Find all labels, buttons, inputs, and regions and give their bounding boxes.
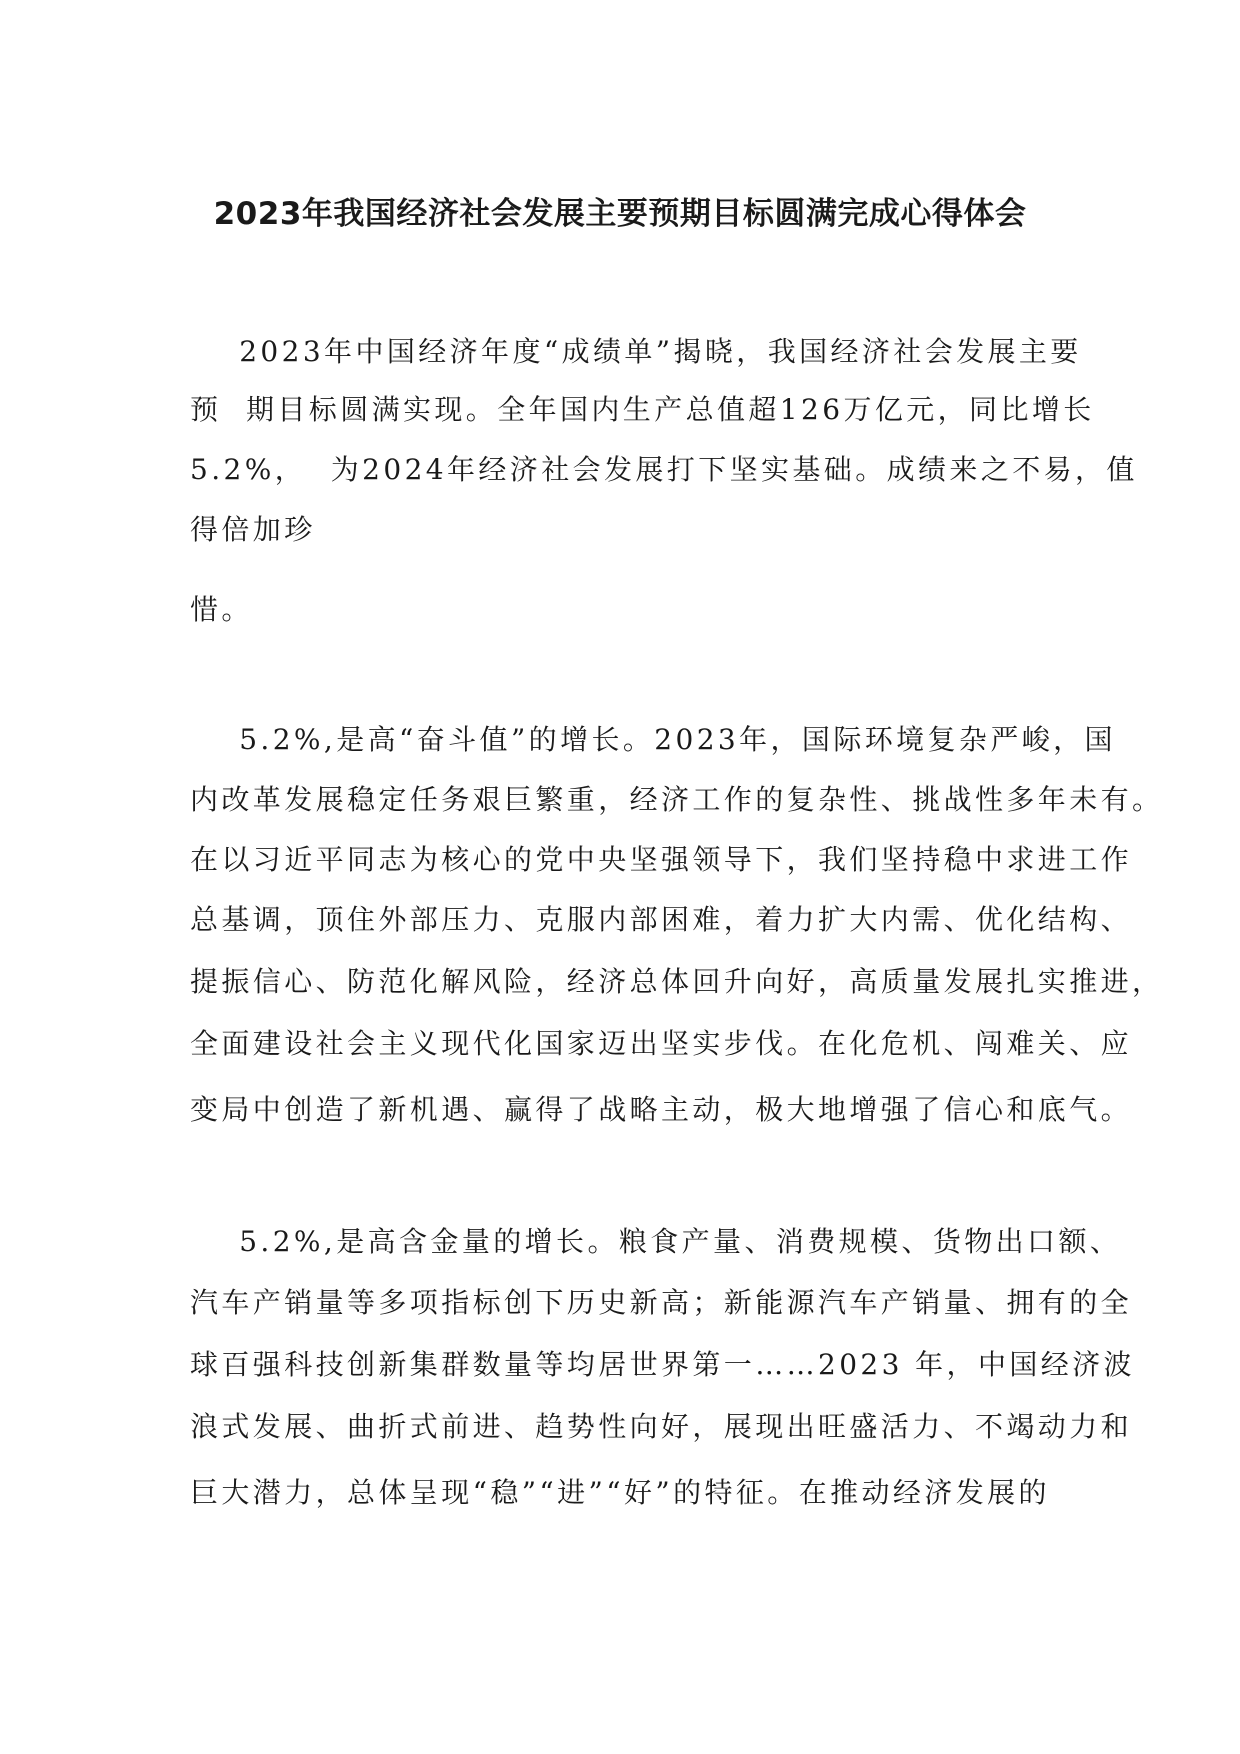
paragraph-1-line-4: 得倍加珍: [190, 513, 316, 546]
paragraph-3-line-3: 球百强科技创新集群数量等均居世界第一……2023 年，中国经济波: [190, 1348, 1135, 1381]
paragraph-1-line-2: 预 期目标圆满实现。全年国内生产总值超126万亿元，同比增长: [190, 393, 1095, 426]
paragraph-1-line-3: 5.2%， 为2024年经济社会发展打下坚实基础。成绩来之不易，值: [190, 453, 1138, 486]
paragraph-2-line-3: 在以习近平同志为核心的党中央坚强领导下，我们坚持稳中求进工作: [190, 843, 1133, 876]
paragraph-2-line-5: 提振信心、防范化解风险，经济总体回升向好，高质量发展扎实推进，: [190, 965, 1164, 998]
document-title: 2023年我国经济社会发展主要预期目标圆满完成心得体会: [213, 196, 1027, 232]
paragraph-2-line-7: 变局中创造了新机遇、赢得了战略主动，极大地增强了信心和底气。: [190, 1093, 1133, 1126]
paragraph-3-line-5: 巨大潜力，总体呈现“稳”“进”“好”的特征。在推动经济发展的: [190, 1476, 1050, 1509]
paragraph-2-line-4: 总基调，顶住外部压力、克服内部困难，着力扩大内需、优化结构、: [190, 903, 1133, 936]
paragraph-3-line-2: 汽车产销量等多项指标创下历史新高；新能源汽车产销量、拥有的全: [190, 1286, 1133, 1319]
paragraph-2-line-1: 5.2%,是高“奋斗值”的增长。2023年，国际环境复杂严峻，国: [190, 723, 1116, 756]
paragraph-3-line-1: 5.2%,是高含金量的增长。粮食产量、消费规模、货物出口额、: [190, 1225, 1122, 1258]
paragraph-2-line-2: 内改革发展稳定任务艰巨繁重，经济工作的复杂性、挑战性多年未有。: [190, 783, 1164, 816]
paragraph-2-line-6: 全面建设社会主义现代化国家迈出坚实步伐。在化危机、闯难关、应: [190, 1027, 1133, 1060]
paragraph-1-line-5: 惜。: [190, 593, 253, 626]
paragraph-1-line-1: 2023年中国经济年度“成绩单”揭晓，我国经济社会发展主要: [190, 335, 1082, 368]
paragraph-3-line-4: 浪式发展、曲折式前进、趋势性向好，展现出旺盛活力、不竭动力和: [190, 1410, 1133, 1443]
